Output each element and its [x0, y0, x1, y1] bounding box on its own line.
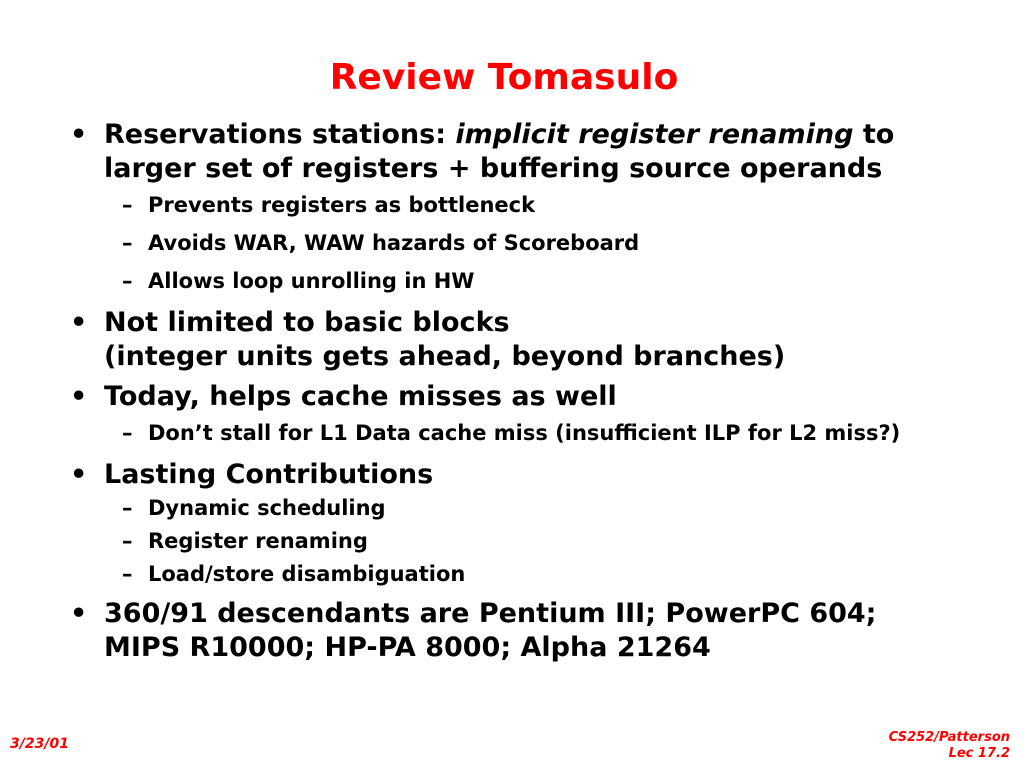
bullet-basic-blocks	[70, 306, 980, 374]
dash-marker: –	[122, 231, 133, 255]
bullet-marker: •	[70, 119, 88, 150]
dash-marker: –	[122, 269, 133, 293]
sub-bullet	[70, 262, 980, 300]
bullet-line: (integer units gets ahead, beyond branches)	[104, 341, 786, 372]
bullet-text: to	[853, 119, 895, 150]
sub-bullet	[70, 414, 980, 452]
sub-bullet-text: Allows loop unrolling in HW	[148, 269, 475, 293]
dash-marker: –	[122, 421, 133, 445]
bullet-descendants	[70, 597, 980, 665]
footer-date: 3/23/01	[10, 736, 69, 752]
sub-bullet	[70, 186, 980, 224]
sub-bullet-text: Avoids WAR, WAW hazards of Scoreboard	[148, 231, 640, 255]
sub-bullet-text: Load/store disambiguation	[148, 562, 466, 586]
bullet-marker: •	[70, 598, 88, 629]
bullet-marker: •	[70, 381, 88, 412]
bullet-line: Today, helps cache misses as well	[104, 381, 617, 412]
sub-bullet	[70, 525, 980, 558]
bullet-cache-misses	[70, 380, 980, 414]
bullet-lasting-contributions	[70, 458, 980, 492]
bullet-line: larger set of registers + buffering source operands	[104, 153, 883, 184]
footer-lecture: Lec 17.2	[948, 746, 1010, 761]
sub-bullet-text: Don’t stall for L1 Data cache miss (insufficient ILP for L2 miss?)	[148, 421, 901, 445]
bullet-line: MIPS R10000; HP-PA 8000; Alpha 21264	[104, 632, 711, 663]
slide-content	[70, 118, 980, 665]
bullet-emphasis-text: implicit register renaming	[455, 119, 854, 150]
sub-bullet-text: Dynamic scheduling	[148, 496, 386, 520]
bullet-marker: •	[70, 307, 88, 338]
sub-bullet-text: Register renaming	[148, 529, 368, 553]
dash-marker: –	[122, 529, 133, 553]
dash-marker: –	[122, 496, 133, 520]
dash-marker: –	[122, 193, 133, 217]
bullet-line	[104, 118, 980, 152]
sub-bullet	[70, 558, 980, 591]
bullet-reservation-stations	[70, 118, 980, 186]
footer-course: CS252/Patterson	[888, 730, 1010, 745]
bullet-line: Not limited to basic blocks	[104, 307, 510, 338]
bullet-text: Reservations stations:	[104, 119, 456, 150]
sub-bullet-text: Prevents registers as bottleneck	[148, 193, 536, 217]
sub-bullet	[70, 224, 980, 262]
sub-bullet	[70, 492, 980, 525]
footer-course-info	[889, 730, 1010, 762]
slide-title: Review Tomasulo	[329, 57, 679, 98]
dash-marker: –	[122, 562, 133, 586]
bullet-marker: •	[70, 459, 88, 490]
bullet-line: Lasting Contributions	[104, 459, 434, 490]
bullet-line: 360/91 descendants are Pentium III; PowerPC 604;	[104, 598, 877, 629]
